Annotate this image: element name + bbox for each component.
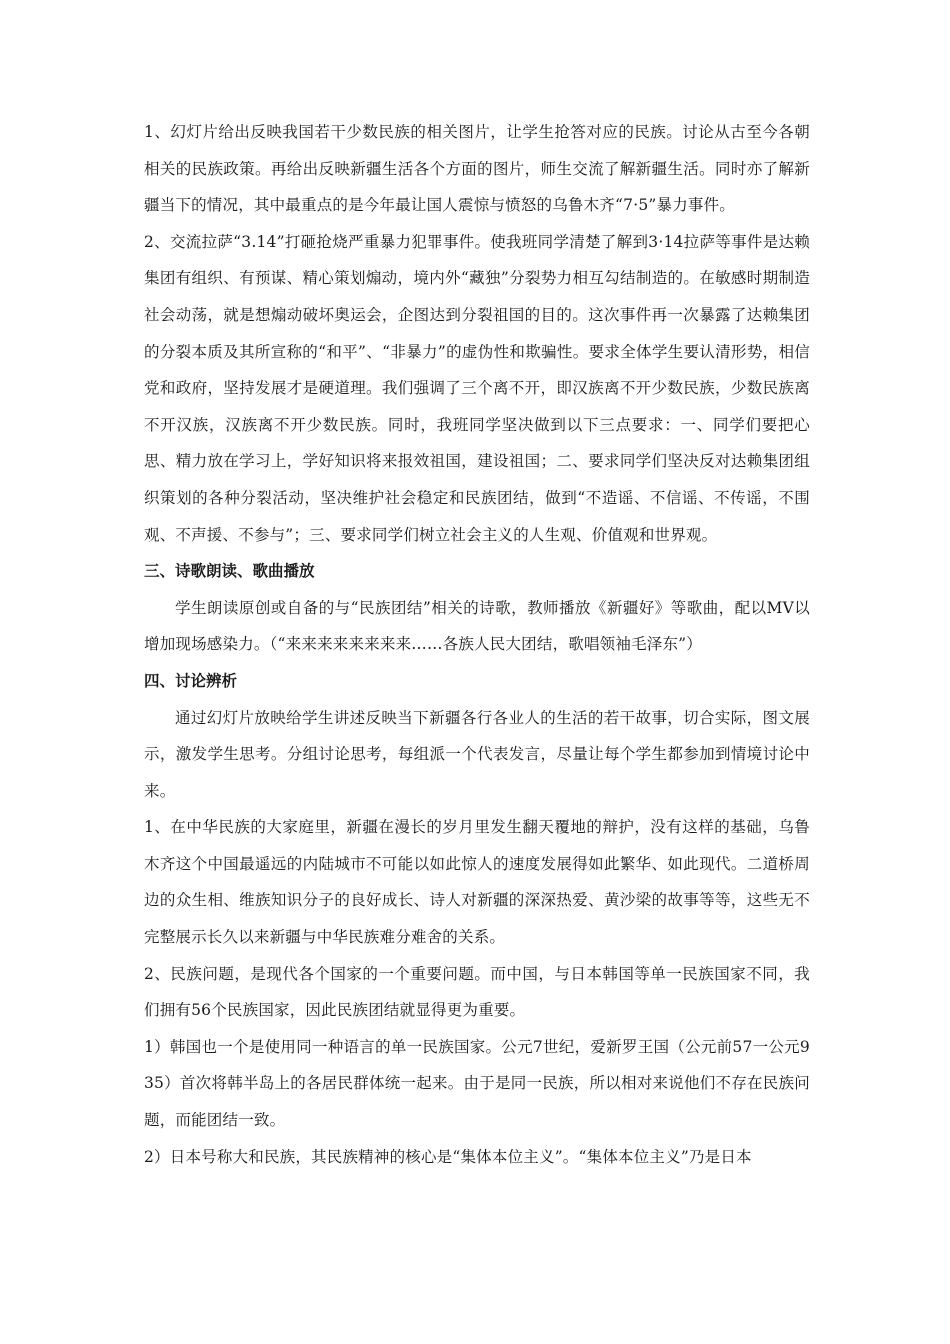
paragraph-japan: 2）日本号称大和民族，其民族精神的核心是“集体本位主义”。“集体本位主义”乃是日本 [144,1147,752,1166]
paragraph-lhasa-event: 2、交流拉萨“3.14”打砸抢烧严重暴力犯罪事件。使我班同学清楚了解到3·14拉萨等事件是达赖集团有组织、有预谋、精心策划煽动，境内外“藏独”分裂势力相互勾结制造的。在敏感时期制造社会动荡，就是想煽动破坏奥运会，企图达到分裂祖国的目的。这次事件再一次暴露了达赖集团的分裂本质及其所宣称的“和平”、“非暴力”的虚伪性和欺骗性。要求全体学生要认清形势，相信党和政府，坚持发展才是硬道理。我们强调了三个离不开，即汉族离不开少数民族，少数民族离不开汉族，汉族离不开少数民族。同时，我班同学坚决做到以下三点要求：一、同学们要把心思、精力放在学习上，学好知识将来报效祖国，建设祖国；二、要求同学们坚决反对达赖集团组织策划的各种分裂活动，坚决维护社会稳定和民族团结，做到“不造谣、不信谣、不传谣，不围观、不声援、不参与”；三、要求同学们树立社会主义的人生观、价值观和世界观。 [144,232,810,544]
paragraph-poetry-songs: 学生朗读原创或自备的与“民族团结”相关的诗歌，教师播放《新疆好》等歌曲，配以MV以增加现场感染力。（“来来来来来来来来……各族人民大团结，歌唱领袖毛泽东”） [144,598,810,654]
document-page [144,114,810,1175]
section-heading-discussion: 四、讨论辨析 [144,670,238,690]
section-heading-poetry-songs: 三、诗歌朗读、歌曲播放 [144,561,315,581]
paragraph-discussion-intro: 通过幻灯片放映给学生讲述反映当下新疆各行各业人的生活的若干故事，切合实际，图文展示，激发学生思考。分组讨论思考，每组派一个代表发言，尽量让每个学生都参加到情境讨论中来。 [144,708,810,800]
paragraph-korea: 1）韩国也一个是使用同一种语言的单一民族国家。公元7世纪，爱新罗王国（公元前57一公元935）首次将韩半岛上的各居民群体统一起来。由于是同一民族，所以相对来说他们不存在民族问题，而能团结一致。 [144,1037,810,1130]
paragraph-ethnic-issues: 2、民族问题，是现代各个国家的一个重要问题。而中国，与日本韩国等单一民族国家不同，我们拥有56个民族国家，因此民族团结就显得更为重要。 [144,964,810,1020]
paragraph-xinjiang-development: 1、在中华民族的大家庭里，新疆在漫长的岁月里发生翻天覆地的辩护，没有这样的基础，乌鲁木齐这个中国最遥远的内陆城市不可能以如此惊人的速度发展得如此繁华、如此现代。二道桥周边的众生相、维族知识分子的良好成长、诗人对新疆的深深热爱、黄沙梁的故事等等，这些无不完整展示长久以来新疆与中华民族难分难舍的关系。 [144,818,810,947]
paragraph-slideshow-ethnic-groups: 1、幻灯片给出反映我国若干少数民族的相关图片，让学生抢答对应的民族。讨论从古至今各朝相关的民族政策。再给出反映新疆生活各个方面的图片，师生交流了解新疆生活。同时亦了解新疆当下的情况，其中最重点的是今年最让国人震惊与愤怒的乌鲁木齐“7·5”暴力事件。 [144,123,810,215]
